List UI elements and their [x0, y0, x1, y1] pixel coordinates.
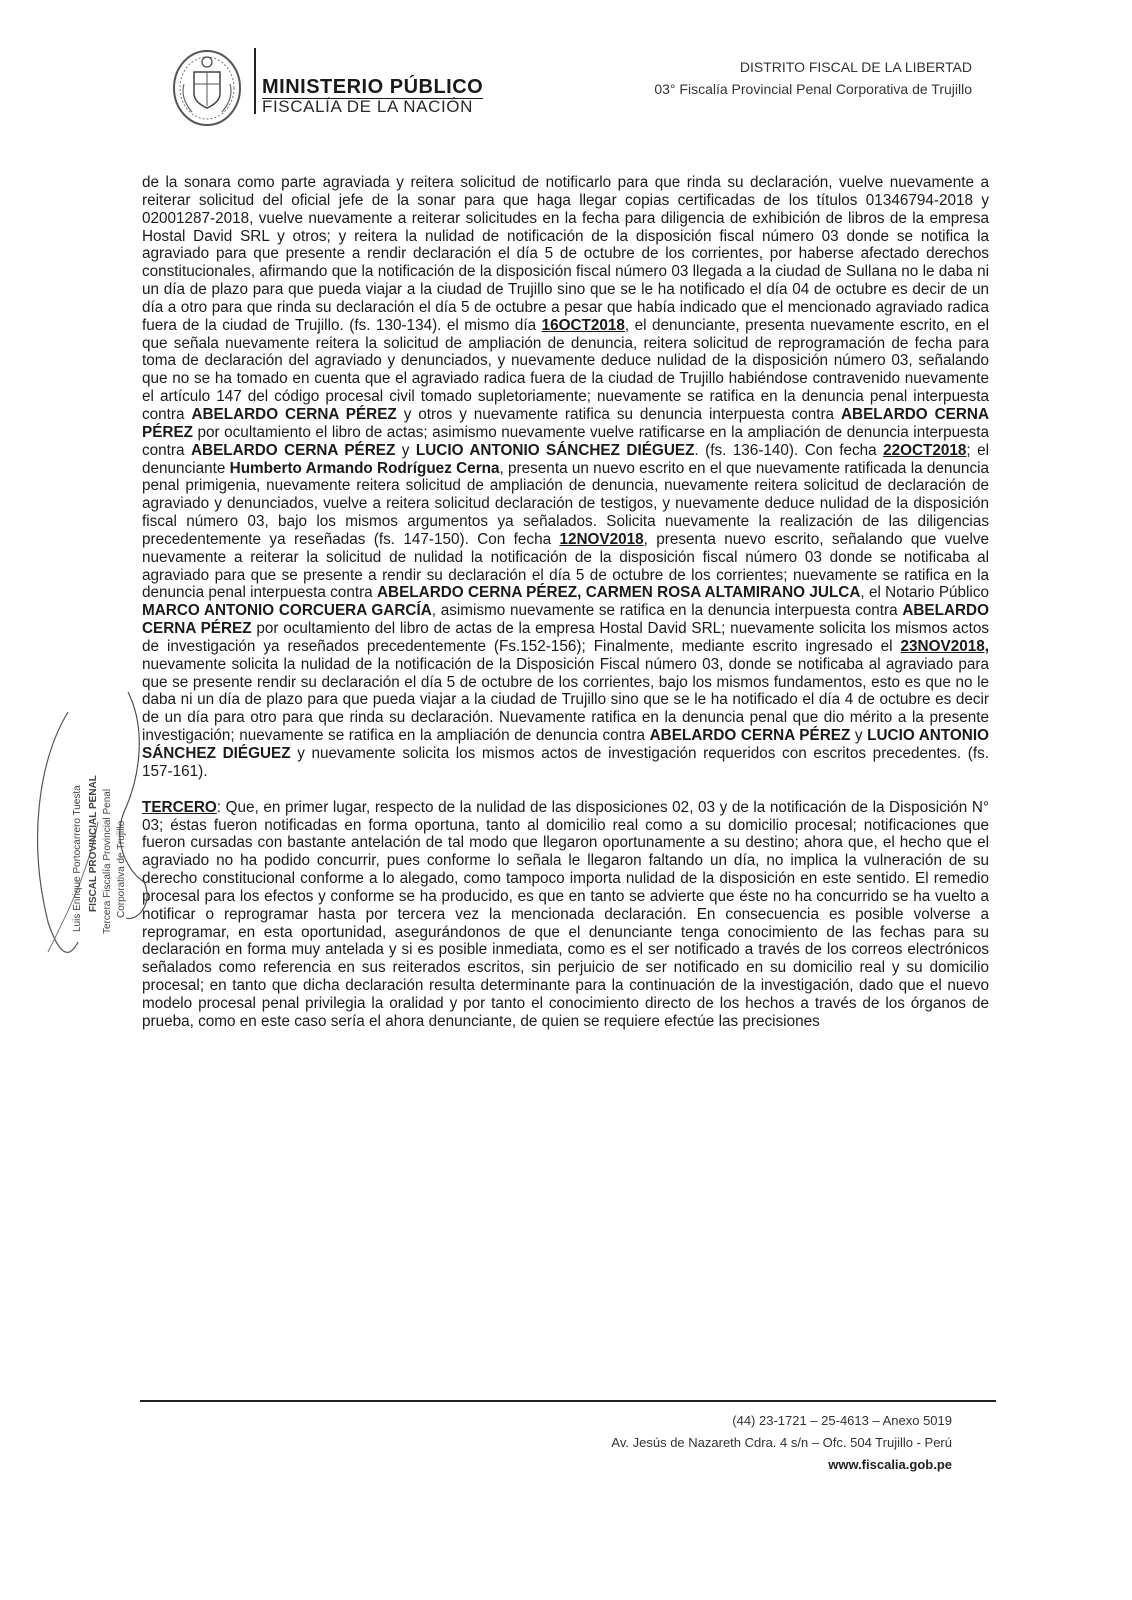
- footer-phone: (44) 23-1721 – 25-4613 – Anexo 5019: [732, 1413, 952, 1428]
- name-bold: ABELARDO CERNA PÉREZ, CARMEN ROSA ALTAMIRANO JULCA: [377, 584, 861, 602]
- footer: [611, 1410, 952, 1476]
- name-bold: Humberto Armando Rodríguez Cerna: [229, 459, 500, 477]
- name-bold: ABELARDO CERNA PÉREZ: [190, 441, 396, 459]
- stamp-office-2: Corporativa de Trujillo: [116, 820, 127, 918]
- name-bold: ABELARDO CERNA PÉREZ: [649, 727, 851, 745]
- fiscalia-subtitle: FISCALÍA DE LA NACIÓN: [262, 97, 473, 116]
- stamp-name: Luis Enrique Portocarrero Tuesta: [72, 785, 83, 932]
- text-run: nuevamente solicita la nulidad de la notificación de la Disposición Fiscal número 03, donde se notificaba al agraviado para que se presente rendir su declaración el día 5 de octubre de los corrientes, bajo los mismos fundamentos, esto es que no le daba ni un día de plazo para que pueda viajar a la ciudad de Trujillo sino que se le ha notificado el día 4 de octubre es decir de un día para otro para que rinda su declaración. Nuevamente ratifica en la denuncia penal que dio mérito a la presente investigación; nuevamente se ratifica en la ampliación de denuncia contra: [142, 655, 989, 745]
- date-16oct2018: 16OCT2018: [541, 316, 625, 334]
- fiscal-stamp: [28, 672, 158, 972]
- text-run: por ocultamiento del libro de actas de la empresa Hostal David SRL; nuevamente solicita los mismos actos de investigación ya reseñados precedentemente (Fs.152-156); Finalmente, mediante escrito ingresado el: [142, 620, 989, 655]
- footer-address: Av. Jesús de Nazareth Cdra. 4 s/n – Ofc. 504 Trujillo - Perú: [611, 1435, 952, 1450]
- text-run: y otros y nuevamente ratifica su denuncia interpuesta contra: [396, 405, 841, 423]
- text-run: : Que, en primer lugar, respecto de la nulidad de las disposiciones 02, 03 y de la notificación de la Disposición N° 03; éstas fueron notificadas en forma oportuna, tanto al domicilio real como a su domicilio procesal; notificaciones que fueron cursadas con bastante antelación de tal modo que llegaron oportunamente a su destino; ahora que, el hecho que el agraviado no ha podido concurrir, pues conforme lo señala le llegaron faltando un día, no implica la vulneración de su derecho constitucional conforme a lo alegado, como tampoco importa nulidad de la disposición en este sentido. El remedio procesal para los efectos y conforme se ha producido, es que en tanto se advierte que éste no ha concurrido se ha vuelto a notificar o reprogramar hasta por tercera vez la mencionada declaración. En consecuencia es posible volverse a reprogramar, en esta oportunidad, asegurándonos de que el denunciante tenga conocimiento de las fechas para su declaración en forma muy antelada y si es posible inmediata, como es el ser notificado a través de los correos electrónicos señalados como referencia en sus reiterados escritos, sin perjuicio de ser notificado en su domicilio real y su domicilio procesal; en tanto que dicha declaración resulta determinante para la continuación de la investigación, dado que el nuevo modelo procesal penal privilegia la oralidad y por tanto el conocimiento directo de los hechos a través de los órganos de prueba, como en este caso sería el ahora denunciante, de quien se requiere efectúe las precisiones: [142, 798, 989, 1030]
- fiscalia-provincial: 03° Fiscalía Provincial Penal Corporativa de Trujillo: [654, 81, 972, 97]
- name-bold: LUCIO ANTONIO SÁNCHEZ DIÉGUEZ: [142, 727, 989, 762]
- text-run: , presenta nuevo escrito, señalando que vuelve nuevamente a reiterar la solicitud de nulidad la notificación de la disposición fiscal número 03 donde se notificaba al agraviado para que se presente a rendir su declaración el día 5 de octubre de los corrientes; nuevamente se ratifica en la denuncia penal interpuesta contra: [142, 530, 990, 602]
- text-run: . (fs. 136-140). Con fecha: [694, 441, 884, 459]
- text-run: , asimismo nuevamente se ratifica en la denuncia interpuesta contra: [431, 602, 903, 620]
- header-divider: [254, 48, 256, 114]
- paragraph-tercero: [142, 799, 989, 1031]
- name-bold: MARCO ANTONIO CORCUERA GARCÍA: [142, 602, 432, 620]
- text-run: de la sonara como parte agraviada y reitera solicitud de notificarlo para que rinda su declaración, vuelve nuevamente a reiterar solicitud del oficial jefe de la sonar para que haga llegar copias certificadas de los títulos 01346794-2018 y 02001287-2018, vuelve nuevamente a reiterar solicitudes en la fecha para diligencia de exhibición de libros de la empresa Hostal David SRL y otros; y reitera la nulidad de notificación de la disposición fiscal número 03 donde se notifica la agraviado para que presente a rendir declaración el día 5 de octubre de los corrientes, por haberse afectado derechos constitucionales, afirmando que la notificación de la disposición fiscal número 03 llegada a la ciudad de Sullana no le daba ni un día de plazo para que pueda viajar a la ciudad de Trujillo sino que se le ha notificado el día 04 de octubre es decir de un día a otro para que rinda su declaración el día 5 de octubre a pesar que había indicado que el mencionado agraviado radica fuera de la ciudad de Trujillo. (fs. 130-134). el mismo día: [142, 174, 989, 334]
- ministerio-title: MINISTERIO PÚBLICO: [262, 76, 484, 98]
- text-run: ; el denunciante: [142, 441, 990, 477]
- name-bold: ABELARDO CERNA PÉREZ: [142, 602, 989, 638]
- name-bold: LUCIO ANTONIO SÁNCHEZ DIÉGUEZ: [415, 441, 695, 459]
- date-23nov2018: 23NOV2018,: [900, 637, 989, 655]
- section-heading-tercero: TERCERO: [142, 798, 217, 816]
- stamp-title: FISCAL PROVINCIAL PENAL: [88, 775, 99, 912]
- document-body: [142, 174, 989, 1031]
- footer-divider: [140, 1400, 996, 1402]
- text-run: y nuevamente solicita los mismos actos de investigación requeridos con escritos precedentes. (fs. 157-161).: [142, 745, 990, 780]
- stamp-office: Tercera Fiscalía Provincial Penal: [102, 788, 113, 934]
- text-run: , el Notario Público: [860, 584, 989, 602]
- paragraph-1: [142, 174, 989, 781]
- distrito-fiscal: DISTRITO FISCAL DE LA LIBERTAD: [739, 59, 972, 75]
- date-22oct2018: 22OCT2018: [883, 441, 967, 459]
- text-run: , el denunciante, presenta nuevamente escrito, en el que señala nuevamente reitera la solicitud de ampliación de denuncia, reitera solicitud de reprogramación de fecha para toma de declaración del agraviado y denunciados, y nuevamente deduce nulidad de la disposición número 03, señalando que no se ha tomado en cuenta que el agraviado radica fuera de la ciudad de Trujillo habiéndose contravenido nuevamente el artículo 147 del código procesal civil tomado supletoriamente; nuevamente se ratifica en la denuncia penal interpuesta contra: [142, 316, 990, 423]
- header-right: [654, 56, 972, 100]
- name-bold: ABELARDO CERNA PÉREZ: [142, 405, 989, 441]
- footer-website-link[interactable]: www.fiscalia.gob.pe: [828, 1457, 952, 1472]
- text-run: por ocultamiento el libro de actas; asimismo nuevamente vuelve ratificarse en la ampliación de denuncia interpuesta contra: [142, 423, 989, 459]
- date-12nov2018: 12NOV2018: [559, 530, 644, 548]
- text-run: , presenta un nuevo escrito en el que nuevamente ratificada la denuncia penal primigenia, nuevamente reitera solicitud de ampliación de denuncia, nuevamente reitera solicitud de declaración de agraviado y denunciados, vuelve a reitera solicitud declaración de testigos, y nuevamente deduce nulidad de la disposición fiscal número 03, bajo los mismos argumentos ya señalados. Solicita nuevamente la realización de las diligencias precedentemente ya reseñadas (fs. 147-150). Con fecha: [142, 459, 989, 548]
- text-run: y: [850, 727, 868, 745]
- text-run: y: [395, 441, 416, 459]
- coat-of-arms-seal: [170, 44, 244, 128]
- name-bold: ABELARDO CERNA PÉREZ: [191, 405, 397, 423]
